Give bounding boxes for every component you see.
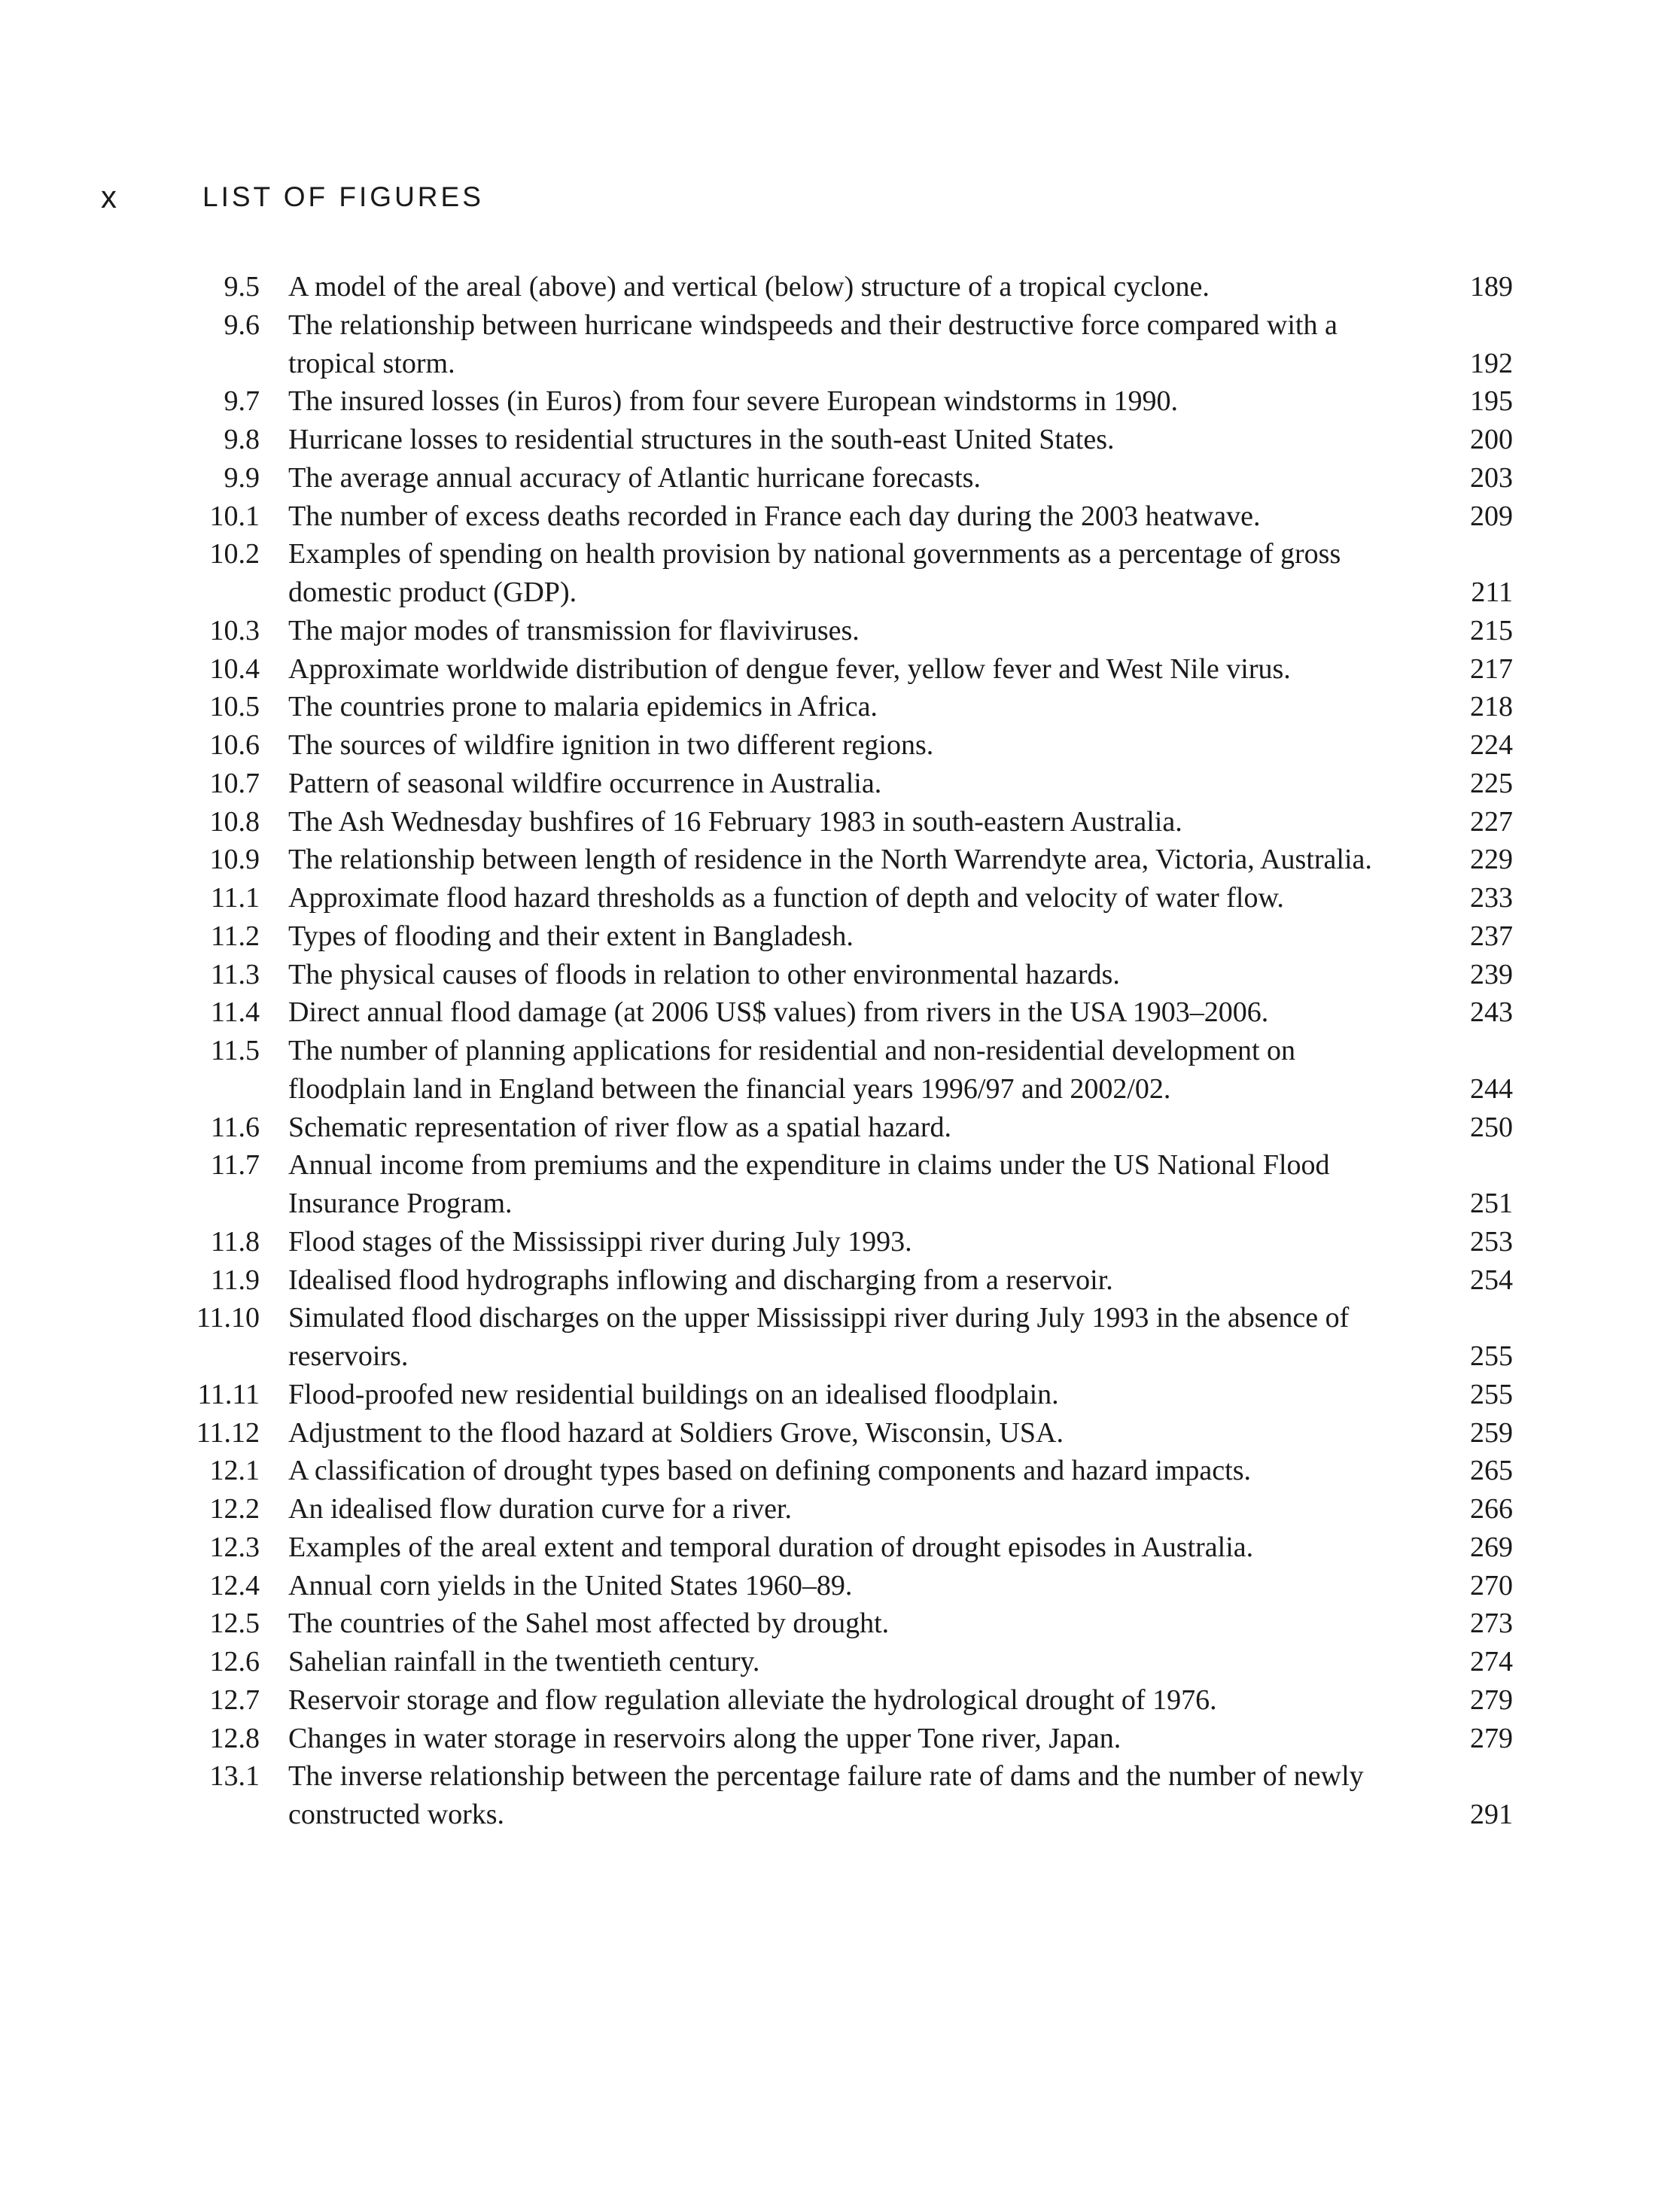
figure-page-number: 250 (1470, 1111, 1513, 1143)
figure-caption: Types of flooding and their extent in Bangladesh. (288, 920, 854, 952)
figure-caption: Idealised flood hydrographs inflowing and discharging from a reservoir. (288, 1264, 1113, 1296)
figure-entry (188, 1757, 1513, 1834)
figure-number: 11.5 (210, 1035, 260, 1066)
figure-entry (188, 1490, 1513, 1528)
figure-caption: The physical causes of floods in relation to other environmental hazards. (288, 958, 1120, 990)
figure-page-number: 211 (1471, 576, 1513, 608)
figure-page-number: 192 (1470, 347, 1513, 379)
figure-caption: Hurricane losses to residential structures in the south-east United States. (288, 424, 1115, 455)
figure-number: 12.1 (209, 1455, 260, 1487)
figure-caption: The number of excess deaths recorded in France each day during the 2003 heatwave. (288, 500, 1261, 532)
figure-caption: Direct annual flood damage (at 2006 US$ values) from rivers in the USA 1903–2006. (288, 996, 1269, 1029)
figure-page-number: 254 (1470, 1264, 1513, 1296)
figure-entry (188, 879, 1513, 917)
figure-caption: Simulated flood discharges on the upper Mississippi river during July 1993 in the absence of reservoirs. (288, 1302, 1350, 1372)
figure-page-number: 215 (1470, 614, 1513, 646)
figure-entry (188, 688, 1513, 726)
figure-entry (188, 803, 1513, 841)
figure-number: 12.5 (209, 1608, 260, 1640)
figure-caption: Annual income from premiums and the expenditure in claims under the US National Flood Insurance Program. (288, 1149, 1330, 1219)
figure-caption: The countries of the Sahel most affected by drought. (288, 1608, 890, 1640)
figure-caption: The countries prone to malaria epidemics in Africa. (288, 691, 878, 723)
figure-page-number: 273 (1470, 1608, 1513, 1640)
figure-caption: The average annual accuracy of Atlantic hurricane forecasts. (288, 461, 981, 494)
figure-entry (188, 1376, 1513, 1414)
figure-entry (188, 535, 1513, 612)
figure-number: 11.6 (210, 1111, 260, 1143)
figure-number: 12.3 (209, 1531, 260, 1563)
figure-number: 10.5 (209, 691, 260, 723)
figure-caption: Flood-proofed new residential buildings on an idealised floodplain. (288, 1378, 1059, 1410)
figure-page-number: 255 (1470, 1340, 1513, 1372)
figure-caption: Sahelian rainfall in the twentieth century. (288, 1646, 760, 1678)
figure-entry (188, 1681, 1513, 1720)
figure-caption: The major modes of transmission for flaviviruses. (288, 614, 860, 646)
figure-caption: Changes in water storage in reservoirs along the upper Tone river, Japan. (288, 1722, 1122, 1754)
figure-page-number: 237 (1470, 920, 1513, 952)
figure-caption: The number of planning applications for residential and non-residential development on floodplain land in England between the financial years 1996/97 and 2002/02. (288, 1035, 1296, 1105)
figure-page-number: 270 (1470, 1569, 1513, 1601)
figure-entry (188, 917, 1513, 956)
figure-number: 9.8 (224, 424, 260, 455)
figure-page-number: 244 (1470, 1072, 1513, 1105)
figure-entry (188, 306, 1513, 383)
figure-caption: The insured losses (in Euros) from four severe European windstorms in 1990. (288, 385, 1178, 418)
figure-caption: A classification of drought types based on defining components and hazard impacts. (288, 1455, 1252, 1487)
figure-page-number: 279 (1470, 1722, 1513, 1754)
figure-page-number: 224 (1470, 729, 1513, 761)
figure-number: 13.1 (209, 1760, 260, 1793)
figure-page-number: 189 (1470, 271, 1513, 303)
figure-number: 11.8 (210, 1225, 260, 1258)
figure-caption: The Ash Wednesday bushfires of 16 February 1983 in south-eastern Australia. (288, 805, 1182, 838)
figure-number: 9.6 (224, 309, 260, 341)
figure-number: 11.4 (210, 996, 260, 1029)
figure-page-number: 218 (1470, 691, 1513, 723)
figure-number: 11.12 (196, 1416, 260, 1449)
figure-number: 9.7 (224, 385, 260, 418)
figure-number: 10.8 (209, 805, 260, 838)
figure-caption: The relationship between hurricane windspeeds and their destructive force compared with a tropical storm. (288, 309, 1338, 379)
figure-page-number: 200 (1470, 424, 1513, 455)
figure-number: 10.2 (209, 538, 260, 570)
figure-caption: Examples of spending on health provision by national governments as a percentage of gross domestic product (GDP). (288, 538, 1341, 608)
figure-caption: Reservoir storage and flow regulation alleviate the hydrological drought of 1976. (288, 1684, 1217, 1716)
figure-page-number: 259 (1470, 1416, 1513, 1449)
figure-page-number: 253 (1470, 1225, 1513, 1258)
figure-page-number: 217 (1470, 652, 1513, 685)
figure-entry (188, 841, 1513, 879)
figure-number: 11.11 (197, 1378, 260, 1410)
figure-entry (188, 1223, 1513, 1261)
figure-entry (188, 1261, 1513, 1300)
figure-page-number: 251 (1470, 1188, 1513, 1219)
figure-entry (188, 1414, 1513, 1452)
figure-page-number: 255 (1470, 1378, 1513, 1410)
figure-entry (188, 1528, 1513, 1567)
figure-list (188, 268, 1513, 1834)
figure-caption: Approximate worldwide distribution of dengue fever, yellow fever and West Nile virus. (288, 652, 1291, 685)
figure-page-number: 195 (1470, 385, 1513, 418)
section-title: LIST OF FIGURES (202, 181, 484, 212)
figure-caption: The inverse relationship between the percentage failure rate of dams and the number of newly constructed works. (288, 1760, 1364, 1830)
figure-entry (188, 1643, 1513, 1681)
figure-page-number: 274 (1470, 1646, 1513, 1678)
figure-number: 11.2 (210, 920, 260, 952)
figure-caption: An idealised flow duration curve for a river. (288, 1493, 792, 1525)
figure-caption: Annual corn yields in the United States 1960–89. (288, 1569, 853, 1601)
figure-number: 12.7 (209, 1684, 260, 1716)
figure-caption: Examples of the areal extent and temporal duration of drought episodes in Australia. (288, 1531, 1254, 1563)
figure-number: 12.8 (209, 1722, 260, 1754)
figure-entry (188, 612, 1513, 650)
figure-number: 12.6 (209, 1646, 260, 1678)
figure-entry (188, 1720, 1513, 1758)
page-number: x (101, 179, 117, 214)
figure-page-number: 243 (1470, 996, 1513, 1029)
figure-number: 9.9 (224, 461, 260, 494)
figure-number: 12.4 (209, 1569, 260, 1601)
figure-page-number: 233 (1470, 882, 1513, 914)
figure-entry (188, 497, 1513, 536)
figure-page-number: 239 (1470, 958, 1513, 990)
figure-caption: The sources of wildfire ignition in two different regions. (288, 729, 934, 761)
figure-page-number: 229 (1470, 844, 1513, 876)
figure-entry (188, 1452, 1513, 1490)
figure-number: 10.6 (209, 729, 260, 761)
figure-number: 11.1 (210, 882, 260, 914)
figure-number: 11.9 (210, 1264, 260, 1296)
figure-entry (188, 1605, 1513, 1643)
figure-number: 11.10 (196, 1302, 260, 1334)
figure-page-number: 265 (1470, 1455, 1513, 1487)
figure-entry (188, 1146, 1513, 1223)
figure-number: 10.4 (209, 652, 260, 685)
figure-entry (188, 1032, 1513, 1109)
figure-caption: Pattern of seasonal wildfire occurrence in Australia. (288, 767, 882, 799)
figure-caption: Flood stages of the Mississippi river during July 1993. (288, 1225, 912, 1258)
figure-number: 10.3 (209, 614, 260, 646)
figure-entry (188, 993, 1513, 1032)
figure-number: 10.9 (209, 844, 260, 876)
figure-page-number: 227 (1470, 805, 1513, 838)
figure-entry (188, 459, 1513, 497)
figure-number: 9.5 (224, 271, 260, 303)
figure-number: 11.3 (210, 958, 260, 990)
figure-number: 10.1 (209, 500, 260, 532)
figure-page-number: 203 (1470, 461, 1513, 494)
figure-page-number: 269 (1470, 1531, 1513, 1563)
figure-caption: Schematic representation of river flow as a spatial hazard. (288, 1111, 952, 1143)
figure-entry (188, 1109, 1513, 1147)
figure-entry (188, 421, 1513, 459)
figure-entry (188, 1567, 1513, 1605)
figure-entry (188, 765, 1513, 803)
figure-page-number: 209 (1470, 500, 1513, 532)
figure-number: 12.2 (209, 1493, 260, 1525)
running-head (101, 175, 484, 220)
figure-caption: The relationship between length of residence in the North Warrendyte area, Victoria, Australia. (288, 844, 1372, 876)
figure-number: 11.7 (210, 1149, 260, 1182)
figure-number: 10.7 (209, 767, 260, 799)
figure-entry (188, 650, 1513, 689)
figure-caption: Adjustment to the flood hazard at Soldiers Grove, Wisconsin, USA. (288, 1416, 1064, 1449)
figure-page-number: 266 (1470, 1493, 1513, 1525)
figure-entry (188, 956, 1513, 994)
figure-caption: A model of the areal (above) and vertical (below) structure of a tropical cyclone. (288, 271, 1210, 303)
figure-page-number: 279 (1470, 1684, 1513, 1716)
figure-entry (188, 382, 1513, 421)
figure-caption: Approximate flood hazard thresholds as a function of depth and velocity of water flow. (288, 882, 1284, 914)
figure-entry (188, 1299, 1513, 1376)
figure-entry (188, 268, 1513, 306)
figure-page-number: 291 (1470, 1799, 1513, 1830)
figure-entry (188, 726, 1513, 765)
figure-page-number: 225 (1470, 767, 1513, 799)
